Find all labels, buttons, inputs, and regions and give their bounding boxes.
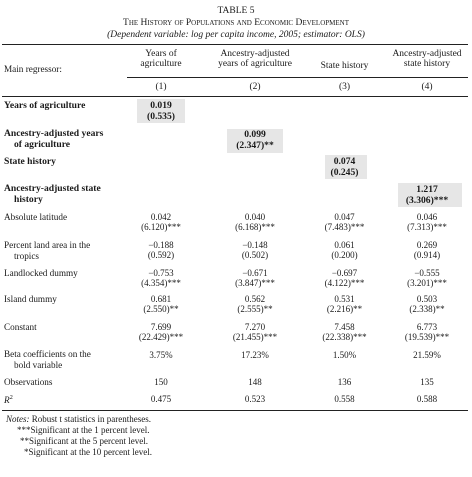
cell: 0.562	[244, 294, 266, 304]
row-label-island: Island dummy	[4, 294, 57, 304]
cell: 0.046	[416, 212, 438, 222]
cell: 7.699	[150, 322, 172, 332]
col4-number: (4)	[421, 82, 433, 92]
row-label-aa-years-agri-1: Ancestry-adjusted years	[4, 128, 104, 139]
cell: (0.502)	[241, 250, 269, 260]
cell: 21.59%	[413, 350, 441, 360]
cell: 0.040	[244, 212, 266, 222]
cell: (4.354)***	[141, 278, 181, 288]
cell: (2.555)**	[237, 304, 273, 314]
cell: 0.269	[416, 240, 438, 250]
cell: 0.558	[334, 394, 355, 404]
cell: −0.697	[331, 268, 358, 278]
col2-head-line1: Ancestry-adjusted	[220, 49, 290, 59]
notes-line3: **Significant at the 5 percent level.	[20, 436, 148, 446]
cell: −0.671	[242, 268, 268, 278]
cell: (7.313)***	[407, 222, 447, 232]
se-state-history: (0.245)	[330, 167, 359, 178]
cell: 17.23%	[241, 350, 269, 360]
col3-number: (3)	[338, 82, 351, 92]
cell: (19.539)***	[404, 332, 450, 342]
notes-line1	[6, 414, 151, 425]
cell: (0.200)	[331, 250, 358, 260]
cell: 0.503	[416, 294, 438, 304]
cell: (2.216)**	[326, 304, 363, 314]
cell: (3.201)***	[407, 278, 447, 288]
row-label-r2	[4, 393, 13, 405]
se-aa-state-history: (3.306)***	[405, 195, 449, 206]
r2-superscript: 2	[9, 394, 13, 401]
cell: 0.475	[150, 394, 172, 404]
coef-state-history: 0.074	[333, 156, 356, 167]
cell: 0.531	[334, 294, 355, 304]
top-rule	[2, 44, 468, 45]
cell: (0.914)	[413, 250, 441, 260]
row-label-aa-state-history-2: history	[14, 194, 43, 205]
r2-letter: R	[4, 395, 10, 406]
row-label-beta-2: bold variable	[14, 360, 63, 370]
se-aa-years-agri: (2.347)**	[236, 140, 274, 151]
col3-head-line2: State history	[320, 61, 369, 71]
col1-number: (1)	[155, 82, 167, 92]
row-label-beta-1: Beta coefficients on the	[4, 349, 91, 359]
col2-number: (2)	[249, 82, 261, 92]
cell: (6.120)***	[141, 222, 181, 232]
cell: 0.681	[150, 294, 172, 304]
cell: 6.773	[416, 322, 438, 332]
main-regressor-label: Main regressor:	[4, 64, 62, 74]
col4-head-line1: Ancestry-adjusted	[392, 49, 462, 59]
cell: 1.50%	[332, 350, 357, 360]
cell: (22.338)***	[322, 332, 367, 342]
cell: 0.588	[416, 394, 438, 404]
cell: 0.061	[334, 240, 355, 250]
cell: (4.122)***	[324, 278, 365, 288]
cell: (7.483)***	[324, 222, 365, 232]
row-label-years-agri: Years of agriculture	[4, 100, 86, 111]
notes-line2: ***Significant at the 1 percent level.	[17, 425, 150, 435]
row-label-tropics-2: tropics	[14, 251, 40, 261]
row-label-landlocked: Landlocked dummy	[4, 268, 78, 278]
col2-head-line2: years of agriculture	[218, 59, 292, 69]
cell: 150	[154, 377, 168, 387]
cell: −0.188	[148, 240, 174, 250]
header-sub-rule	[127, 77, 468, 78]
cell: 0.523	[244, 394, 266, 404]
table-title: The History of Populations and Economic Development	[123, 18, 349, 28]
row-label-aa-state-history-1: Ancestry-adjusted state	[4, 183, 101, 194]
notes-lead: Notes:	[6, 414, 30, 424]
cell: −0.555	[414, 268, 440, 278]
col1-head-line2: agriculture	[140, 59, 182, 69]
col1-head-line1: Years of	[145, 49, 177, 59]
cell: −0.148	[242, 240, 268, 250]
notes-line4: *Significant at the 10 percent level.	[24, 447, 152, 457]
se-years-agri: (0.535)	[147, 111, 175, 122]
row-label-aa-years-agri-2: of agriculture	[14, 139, 71, 150]
row-label-tropics-1: Percent land area in the	[4, 240, 91, 250]
cell: (2.338)**	[409, 304, 445, 314]
cell: (0.592)	[147, 250, 175, 260]
row-label-state-history: State history	[4, 156, 56, 167]
cell: (6.168)***	[235, 222, 275, 232]
cell: 3.75%	[149, 350, 173, 360]
cell: (2.550)**	[143, 304, 179, 314]
table-number: TABLE 5	[217, 6, 255, 16]
col4-head-line2: state history	[403, 59, 451, 69]
cell: −0.753	[148, 268, 174, 278]
coef-aa-state-history: 1.217	[416, 184, 438, 195]
cell: 0.047	[334, 212, 355, 222]
coef-years-agri: 0.019	[150, 100, 172, 111]
row-label-latitude: Absolute latitude	[4, 212, 68, 222]
table-subtitle: (Dependent variable: log per capita income, 2005; estimator: OLS)	[107, 30, 365, 40]
cell: 148	[248, 377, 262, 387]
cell: (22.429)***	[138, 332, 184, 342]
notes-text1: Robust t statistics in parentheses.	[31, 414, 151, 424]
row-label-observations: Observations	[4, 377, 53, 387]
cell: 136	[337, 377, 352, 387]
cell: 0.042	[150, 212, 172, 222]
row-label-constant: Constant	[4, 322, 37, 332]
header-bottom-rule	[2, 96, 468, 97]
cell: (21.455)***	[232, 332, 278, 342]
cell: (3.847)***	[235, 278, 275, 288]
cell: 135	[420, 377, 434, 387]
cell: 7.458	[334, 322, 355, 332]
bottom-rule	[2, 410, 468, 411]
cell: 7.270	[244, 322, 266, 332]
coef-aa-years-agri: 0.099	[244, 129, 266, 140]
